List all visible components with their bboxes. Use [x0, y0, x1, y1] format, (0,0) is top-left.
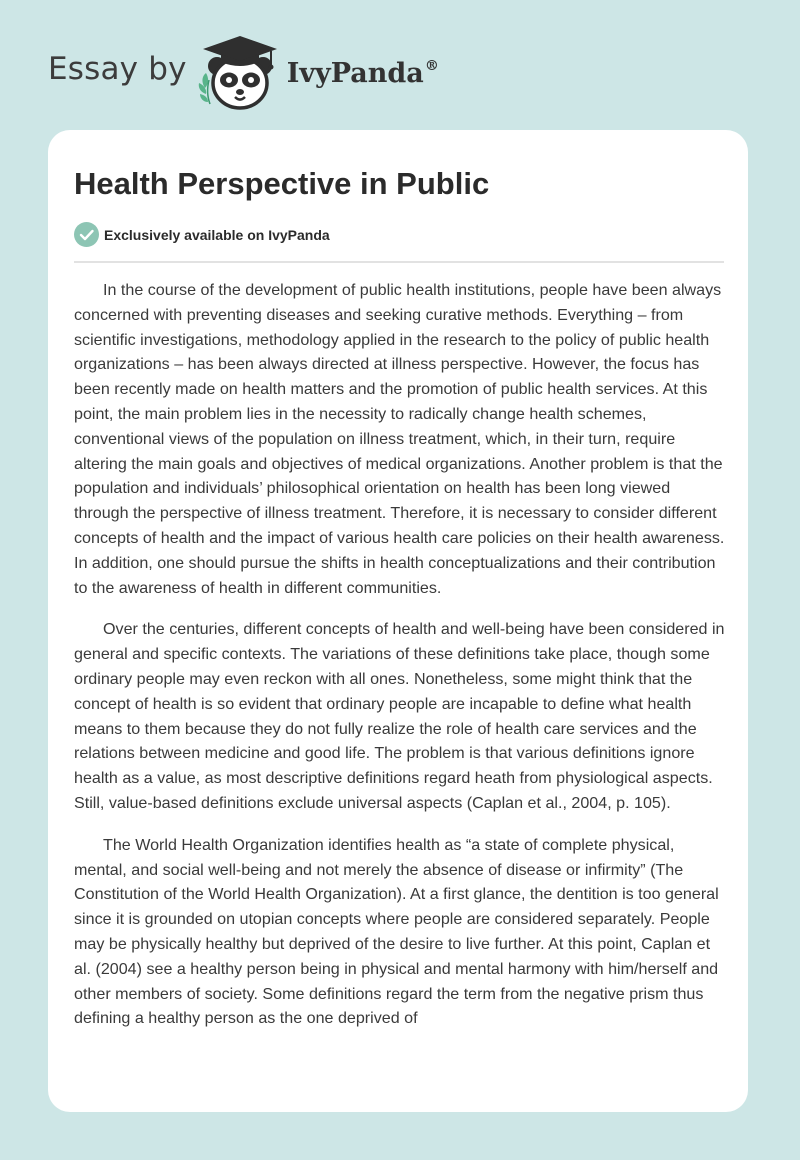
- site-header: [48, 32, 439, 112]
- exclusive-badge: [74, 222, 330, 247]
- panda-logo-icon: [197, 32, 283, 112]
- paragraph: The World Health Organization identifies health as “a state of complete physical, mental, and social well-being and not merely the absence of disease or infirmity” (The Constitution of the World Health Organization). At a first glance, the dentition is too general since it is grounded on utopian concepts where people are considered separately. People may be physically healthy but deprived of the desire to live further. At this point, Caplan et al. (2004) see a healthy person being in physical and mental harmony with him/herself and other members of society. Some definitions regard the term from the negative prism thus defining a healthy person as the one deprived of: [74, 835, 719, 1028]
- paragraph: In the course of the development of public health institutions, people have been always concerned with preventing diseases and seeking curative methods. Everything – from scientific investigations, methodology applied in the research to the policy of public health organizations – has been always directed at illness perspective. However, the focus has been recently made on health matters and the promotion of public health services. At this point, the main problem lies in the necessity to radically change health schemes, conventional views of the population on illness treatment, which, in their turn, require altering the main goals and objectives of medical organizations. Another problem is that the population and individuals’ philosophical orientation on health has been long viewed through the perspective of illness treatment. Therefore, it is necessary to consider different concepts of health and the impact of various health care policies on their health awareness. In addition, one should pursue the shifts in health conceptualizations and their contribution to the awareness of health in different communities.: [74, 281, 725, 597]
- divider: [74, 261, 724, 263]
- paragraph: Over the centuries, different concepts of health and well-being have been considered in general and specific contexts. The variations of these definitions take place, though some ordinary people may even reckon with all ones. Nonetheless, some might think that the concept of health is so evident that ordinary people are incapable to define what health means to them because they do not fully realize the role of health care services and the relations between medicine and good life. The problem is that various definitions ignore health as a value, as most descriptive definitions regard heath from physiological aspects. Still, value-based definitions exclude universal aspects (Caplan et al., 2004, p. 105).: [74, 620, 725, 812]
- essay-body: [74, 278, 726, 1048]
- page-title: Health Perspective in Public: [74, 166, 490, 201]
- essay-card: [48, 130, 748, 1112]
- brand-name[interactable]: IvyPanda®: [286, 57, 439, 89]
- check-circle-icon: [74, 222, 99, 247]
- essay-by-label: Essay by: [48, 51, 187, 87]
- registered-mark: ®: [424, 57, 439, 74]
- exclusive-label: Exclusively available on IvyPanda: [104, 226, 330, 243]
